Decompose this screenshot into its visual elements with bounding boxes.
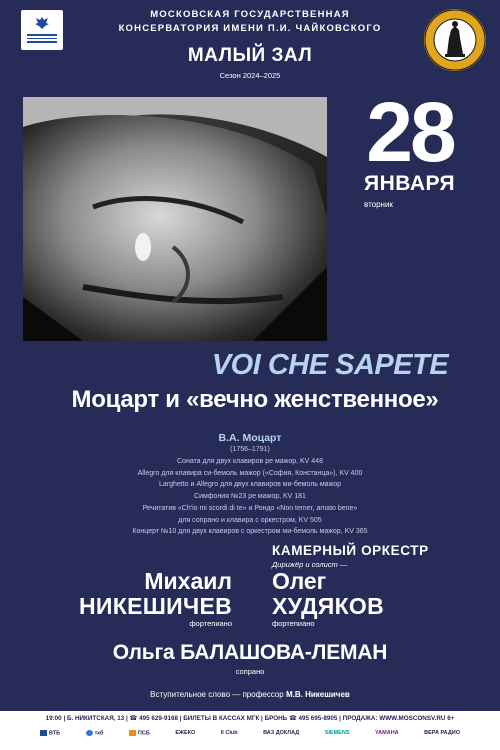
age-rating: 6+ bbox=[447, 715, 455, 722]
program-list bbox=[80, 456, 420, 538]
tickets-info: БИЛЕТЫ В КАССАХ МГК bbox=[183, 715, 260, 722]
concert-month: ЯНВАРЯ bbox=[364, 172, 456, 195]
intro-prefix: Вступительное слово — профессор bbox=[150, 690, 284, 699]
ministry-logo-text-lines bbox=[27, 34, 57, 45]
conductor-last-name: ХУДЯКОВ bbox=[272, 593, 385, 619]
phone-icon: ☎ bbox=[288, 715, 297, 722]
program-item: Концерт №10 для двух клавиров с оркестром ми-бемоль мажор, KV 365 bbox=[132, 528, 368, 536]
program-item: Соната для двух клавиров ре мажор, KV 448 bbox=[177, 458, 323, 465]
double-headed-eagle-icon bbox=[34, 16, 50, 30]
composer-years: (1756–1791) bbox=[230, 446, 270, 453]
concert-day: 28 bbox=[366, 85, 454, 179]
soloist-role: сопрано bbox=[235, 667, 265, 676]
footer-info: 19:00 | Б. НИКИТСКАЯ, 13 | ☎ 495 629-9168 | БИЛЕТЫ В КАССАХ МГК | БРОНЬ ☎ 495 695-8905 | ПРОДАЖА: WWW.MOSCONSV.RU 6+ bbox=[45, 715, 455, 722]
ministry-logo bbox=[21, 10, 63, 50]
hall-title: МАЛЫЙ ЗАЛ bbox=[187, 45, 313, 66]
pianist-last-name: НИКЕШИЧЕВ bbox=[79, 593, 232, 619]
program-item: Речитатив «Ch'io mi scordi di te» и Рондо «Non temer, amato bene» bbox=[142, 504, 358, 512]
ensemble-subtitle: Дирижёр и солист — bbox=[272, 560, 348, 569]
sponsor-logo-vtb: ВТБ bbox=[40, 730, 60, 736]
concert-time: 19:00 bbox=[45, 715, 62, 722]
conductor-first-name: Олег bbox=[272, 568, 327, 594]
ensemble-name: КАМЕРНЫЙ ОРКЕСТР bbox=[272, 543, 429, 558]
concert-title-italian: VOI CHE SAPETE bbox=[211, 349, 449, 381]
weeping-statue-photo bbox=[23, 97, 327, 341]
venue-address: Б. НИКИТСКАЯ, 13 bbox=[66, 715, 125, 722]
sales-website[interactable]: ПРОДАЖА: WWW.MOSCONSV.RU bbox=[342, 715, 446, 722]
soloist-name: Ольга БАЛАШОВА-ЛЕМАН bbox=[112, 641, 388, 664]
concert-weekday: вторник bbox=[364, 200, 393, 209]
program-item: Симфония №23 ре мажор, KV 181 bbox=[194, 493, 306, 501]
sponsor-logo-tkb: ткб bbox=[86, 730, 104, 736]
sponsor-logo-6: ВАЗ ДОКЛАД bbox=[263, 730, 300, 737]
booking-phone[interactable]: 495 695-8905 bbox=[298, 715, 338, 722]
phone-icon: ☎ bbox=[129, 715, 138, 722]
program-item: Larghetto и Allegro для двух клавиров ми-бемоль мажор bbox=[158, 481, 342, 489]
conductor-role: фортепиано bbox=[272, 619, 315, 628]
pianist-first-name: Михаил bbox=[144, 568, 232, 594]
sponsor-logo-radio: ВЕРА РАДИО bbox=[424, 730, 460, 737]
pianist-role: фортепиано bbox=[189, 619, 232, 628]
sponsor-logo-yamaha: YAMAHA bbox=[375, 730, 399, 737]
sponsor-logo-psb: ПСБ bbox=[129, 730, 150, 736]
intro-speech bbox=[90, 690, 410, 699]
program-item: для сопрано и клавира с оркестром, KV 505 bbox=[178, 516, 322, 524]
phone-number[interactable]: 495 629-9168 bbox=[139, 715, 178, 722]
sponsor-logo-4: ЕЖЕКО bbox=[175, 730, 196, 737]
conservatory-logo bbox=[423, 8, 487, 72]
conservatory-name-line2: КОНСЕРВАТОРИЯ ИМЕНИ П.И. ЧАЙКОВСКОГО bbox=[118, 23, 382, 34]
concert-title-russian: Моцарт и «вечно женственное» bbox=[71, 386, 439, 413]
booking-label: БРОНЬ bbox=[264, 715, 288, 722]
season-label: Сезон 2024–2025 bbox=[219, 71, 281, 80]
sponsor-logo-5: Il Club bbox=[220, 730, 238, 737]
sponsor-logo-siemens: SIEMENS bbox=[324, 730, 350, 737]
sponsors-row bbox=[40, 730, 460, 736]
conservatory-name-line1: МОСКОВСКАЯ ГОСУДАРСТВЕННАЯ bbox=[150, 9, 350, 20]
program-item: Allegro для клавира си-бемоль мажор («София, Констанца»), KV 400 bbox=[137, 469, 363, 477]
composer-name: В.А. Моцарт bbox=[218, 432, 282, 444]
intro-speaker: М.В. Никешичев bbox=[285, 690, 350, 699]
